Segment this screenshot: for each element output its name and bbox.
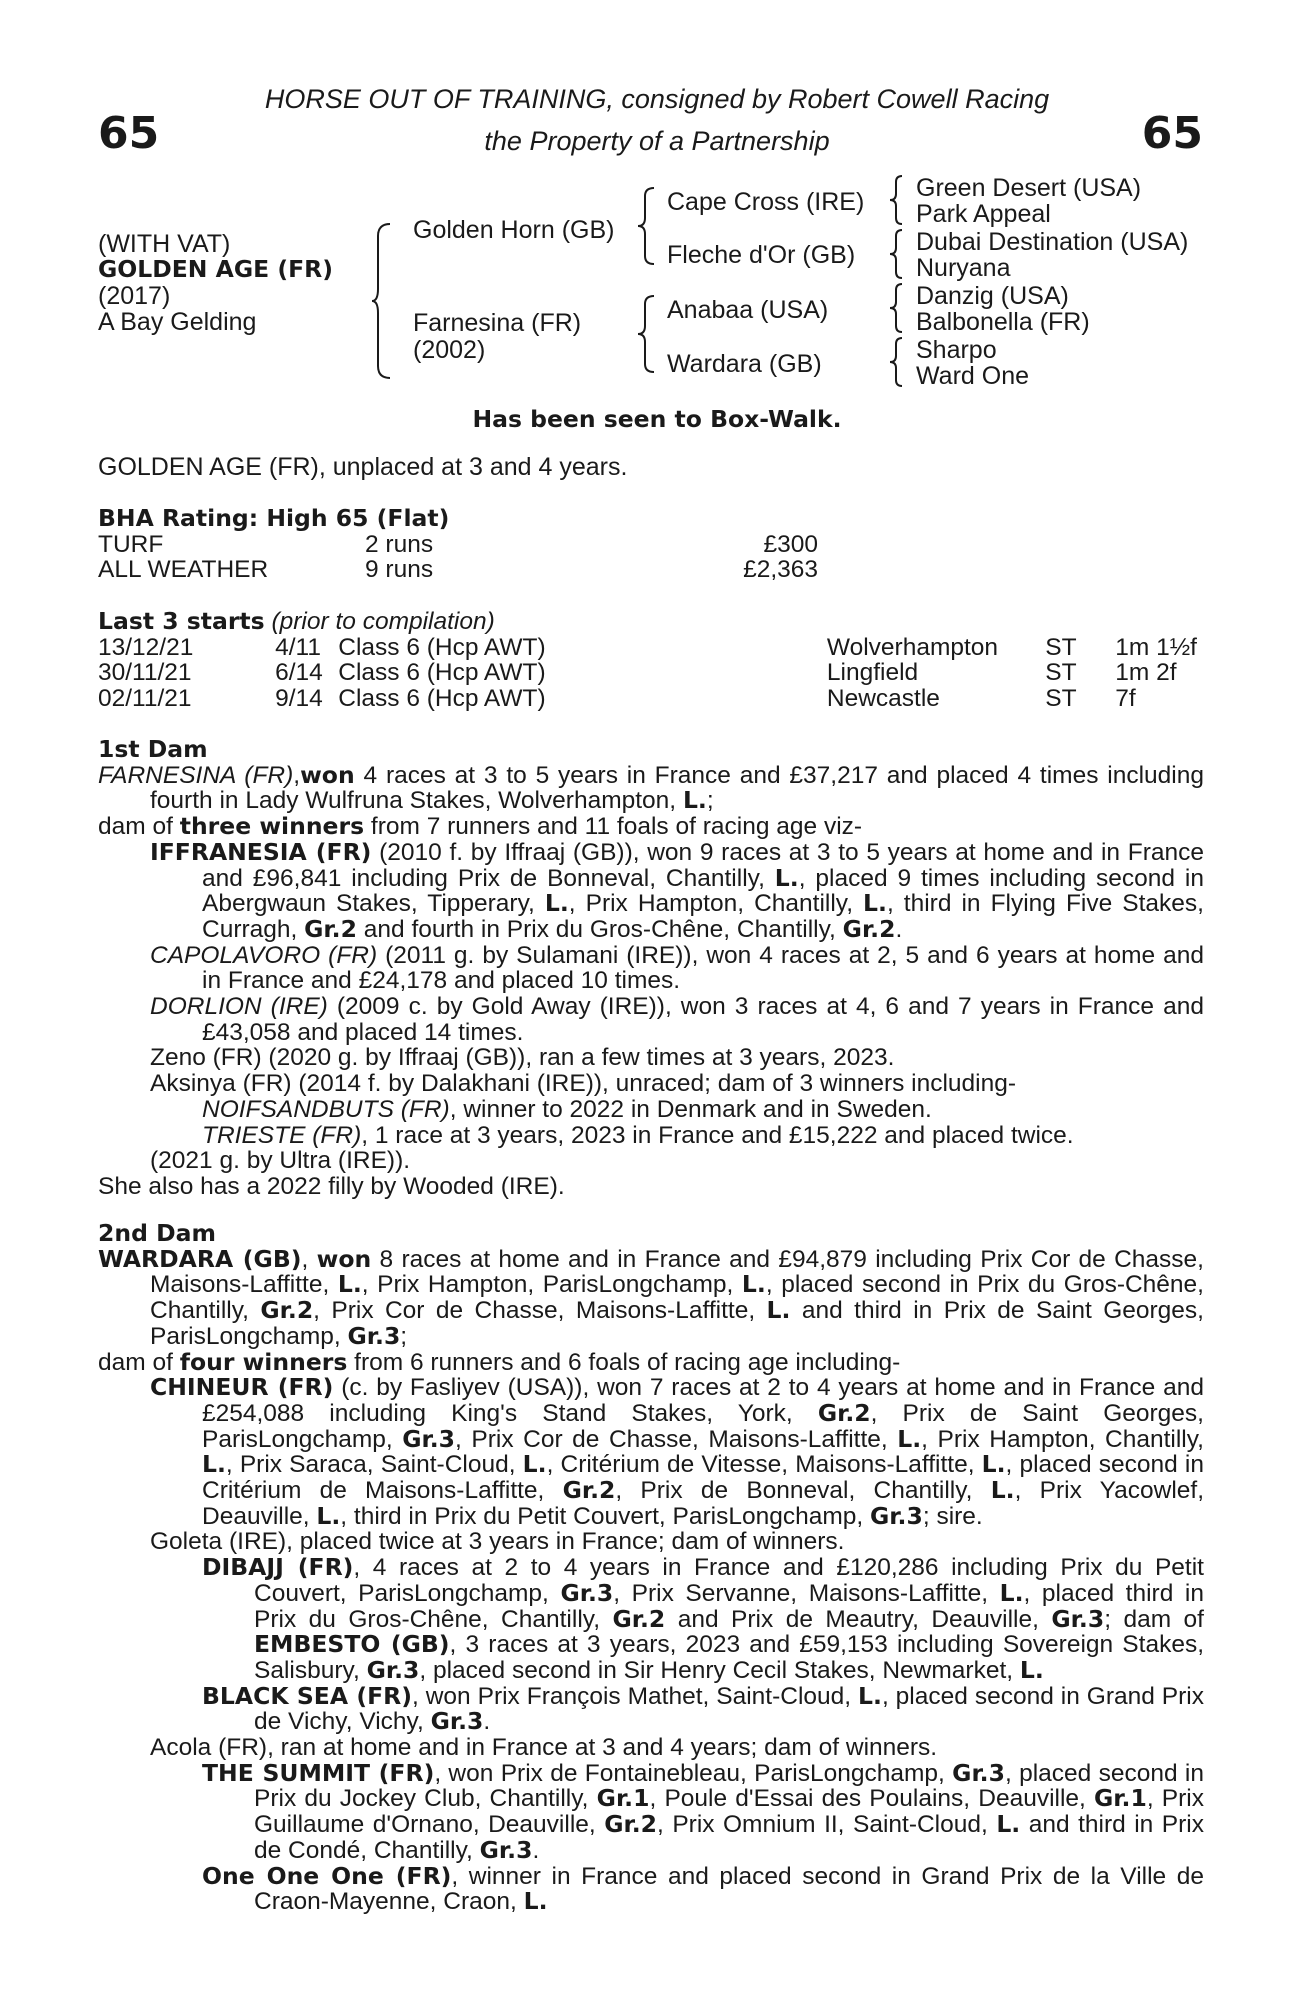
bold-text: L. xyxy=(1019,1655,1044,1684)
granddam-paternal: Fleche d'Or (GB) xyxy=(667,241,856,269)
produce-entry xyxy=(150,1529,1204,1555)
prize-money: £300 xyxy=(763,530,818,558)
start-dist: 1m 2f xyxy=(1115,659,1177,687)
text-run: , placed third in Prix du Gros-Chêne, Chantilly, xyxy=(254,1579,1204,1633)
produce-entry xyxy=(202,1097,1204,1123)
last-start-row xyxy=(98,660,1204,686)
race-summary: GOLDEN AGE (FR), unplaced at 3 and 4 years. xyxy=(98,453,628,481)
text-run: , placed second in Critérium de Maisons-Laffitte, xyxy=(202,1451,1204,1505)
ggp-2: Park Appeal xyxy=(916,200,1051,228)
text-run: , Prix Saraca, Saint-Cloud, xyxy=(225,1451,523,1479)
produce-entry xyxy=(98,1174,1204,1200)
text-run: dam of xyxy=(98,1348,180,1376)
ggp-7: Sharpo xyxy=(916,336,997,364)
granddam-maternal: Wardara (GB) xyxy=(667,350,822,378)
text-run: . xyxy=(532,1836,540,1864)
text-run: . xyxy=(895,915,903,943)
bold-text: won xyxy=(316,1244,372,1273)
start-course: Lingfield xyxy=(826,659,919,687)
bold-text: L. xyxy=(858,1681,882,1710)
text-run: , placed second in Prix du Jockey Club, Chantilly, xyxy=(254,1759,1204,1813)
bold-text: won xyxy=(300,760,355,789)
bold-text: L. xyxy=(981,1450,1006,1479)
second-dam-section xyxy=(98,1221,1204,1915)
bold-text: Gr.3 xyxy=(560,1578,614,1607)
start-dist: 7f xyxy=(1115,685,1136,713)
italic-text: DORLION (IRE) xyxy=(150,993,328,1021)
first-dam-body xyxy=(98,760,1204,1200)
bold-text: Gr.3 xyxy=(402,1424,456,1453)
first-dam-section xyxy=(98,737,1204,1200)
produce-entry xyxy=(202,1861,1204,1916)
text-run: , placed second in Prix du Gros-Chêne, Chantilly, xyxy=(150,1271,1204,1325)
bold-text: four winners xyxy=(179,1347,348,1376)
bold-text: Gr.3 xyxy=(479,1835,533,1864)
bold-text: three winners xyxy=(179,812,365,841)
bold-text: One One One (FR) xyxy=(202,1861,452,1890)
bha-row xyxy=(98,532,818,558)
pedigree-brace-ggp-3 xyxy=(888,282,904,334)
bha-table xyxy=(98,532,818,583)
second-dam-body xyxy=(98,1244,1204,1916)
bold-text: L. xyxy=(999,1578,1024,1607)
produce-entry xyxy=(150,837,1204,943)
bold-text: L. xyxy=(316,1501,341,1530)
text-run: , 3 races at 3 years, 2023 and £59,153 including Sovereign Stakes, Salisbury, xyxy=(254,1631,1204,1684)
bold-text: Gr.3 xyxy=(430,1707,484,1736)
last-starts-note: (prior to compilation) xyxy=(271,608,495,635)
produce-entry xyxy=(202,1555,1204,1684)
pedigree-brace-main xyxy=(370,222,392,380)
bold-text: Gr.2 xyxy=(304,914,357,943)
bold-text: Gr.2 xyxy=(612,1604,666,1633)
last-starts-heading: Last 3 starts xyxy=(98,607,265,635)
horse-name: GOLDEN AGE (FR) xyxy=(98,255,333,283)
start-date: 02/11/21 xyxy=(98,685,192,713)
text-run: , winner to 2022 in Denmark and in Sweden. xyxy=(449,1095,932,1123)
dam-name: Farnesina (FR) xyxy=(413,309,582,337)
bold-text: Gr.3 xyxy=(347,1321,401,1350)
bold-text: L. xyxy=(202,1450,226,1479)
produce-entry xyxy=(98,1347,1204,1376)
text-run: , Prix de Bonneval, Chantilly, xyxy=(615,1477,991,1505)
last-start-row xyxy=(98,686,1204,712)
text-run: ; sire. xyxy=(922,1502,983,1530)
text-run: Acola (FR), ran at home and in France at 3 and 4 years; dam of winners. xyxy=(150,1734,938,1762)
text-run: ; xyxy=(706,787,714,815)
text-run: , Prix Guillaume d'Ornano, Deauville, xyxy=(254,1785,1204,1839)
bha-rating-section xyxy=(98,506,1204,583)
bold-text: L. xyxy=(990,1476,1015,1505)
pedigree-brace-ggp-4 xyxy=(888,336,904,388)
bold-text: DIBAJJ (FR) xyxy=(202,1553,354,1582)
bold-text: Gr.2 xyxy=(562,1476,616,1505)
text-run: , Prix Cor de Chasse, Maisons-Laffitte, xyxy=(455,1425,898,1453)
bold-text: CHINEUR (FR) xyxy=(150,1373,334,1402)
text-run: and fourth in Prix du Gros-Chêne, Chantilly, xyxy=(356,915,843,943)
bold-text: Gr.3 xyxy=(952,1758,1005,1787)
pedigree-brace-sire xyxy=(636,186,656,266)
produce-entry xyxy=(202,1123,1204,1149)
text-run: dam of xyxy=(98,813,180,841)
box-walk-notice: Has been seen to Box-Walk. xyxy=(472,405,842,433)
text-run: , placed 9 times including second in Abergwaun Stakes, Tipperary, xyxy=(202,864,1204,918)
text-run: 8 races at home and in France and £94,879 including Prix Cor de Chasse, Maisons-Laffitte, xyxy=(150,1245,1204,1299)
text-run: Goleta (IRE), placed twice at 3 years in France; dam of winners. xyxy=(150,1528,845,1556)
text-run: and third in Prix de Saint Georges, ParisLongchamp, xyxy=(150,1297,1204,1350)
bold-text: Gr.1 xyxy=(1094,1784,1147,1813)
text-run: , won Prix de Fontainebleau, ParisLongchamp, xyxy=(434,1759,953,1787)
text-run: , Prix Hampton, Chantilly, xyxy=(568,890,864,918)
last-starts-table xyxy=(98,635,1204,712)
foaling-year: (2017) xyxy=(98,282,171,310)
produce-entry xyxy=(150,1148,1204,1174)
pedigree-brace-ggp-1 xyxy=(888,174,904,226)
run-count: 2 runs xyxy=(365,530,434,558)
text-run: and third in Prix de Condé, Chantilly, xyxy=(254,1811,1204,1864)
produce-entry xyxy=(150,1045,1204,1071)
text-run: (2009 c. by Gold Away (IRE)), won 3 races at 4, 6 and 7 years in France and £43,058 and placed 14 times. xyxy=(202,993,1204,1046)
text-run: , won Prix François Mathet, Saint-Cloud, xyxy=(411,1682,859,1710)
text-run: Aksinya (FR) (2014 f. by Dalakhani (IRE)), unraced; dam of 3 winners including- xyxy=(150,1070,1017,1098)
text-run: , Prix Cor de Chasse, Maisons-Laffitte, xyxy=(313,1297,767,1325)
start-going: ST xyxy=(1045,633,1077,661)
produce-entry xyxy=(150,1375,1204,1529)
bold-text: Gr.3 xyxy=(1051,1604,1105,1633)
text-run: , placed second in Grand Prix de Vichy, Vichy, xyxy=(254,1682,1204,1736)
start-dist: 1m 1½f xyxy=(1115,633,1197,661)
lot-number-right: 65 xyxy=(1141,108,1203,159)
bold-text: Gr.3 xyxy=(366,1655,420,1684)
start-race: Class 6 (Hcp AWT) xyxy=(338,633,546,661)
bha-row xyxy=(98,557,818,583)
second-dam-heading: 2nd Dam xyxy=(98,1219,216,1247)
bold-text: IFFRANESIA (FR) xyxy=(150,837,372,866)
bold-text: L. xyxy=(741,1270,766,1299)
produce-entry xyxy=(202,1758,1204,1864)
produce-entry xyxy=(98,814,1204,840)
text-run: (c. by Fasliyev (USA)), won 7 races at 2 to 4 years at home and in France and £254,088 including King's Stand Stakes, York, xyxy=(202,1374,1204,1427)
first-dam-heading: 1st Dam xyxy=(98,735,208,763)
text-run: , Prix Hampton, ParisLongchamp, xyxy=(361,1271,742,1299)
surface: TURF xyxy=(98,530,164,558)
start-date: 13/12/21 xyxy=(98,633,194,661)
horse-description: A Bay Gelding xyxy=(98,308,257,336)
bold-text: L. xyxy=(544,889,569,918)
text-run: , Poule d'Essai des Poulains, Deauville, xyxy=(649,1785,1095,1813)
text-run: . xyxy=(483,1708,491,1736)
text-run: , Critérium de Vitesse, Maisons-Laffitte, xyxy=(546,1451,982,1479)
bold-text: THE SUMMIT (FR) xyxy=(202,1758,435,1787)
text-run: , 4 races at 2 to 4 years in France and £120,286 including Prix du Petit Couvert, ParisLongchamp, xyxy=(254,1554,1204,1607)
text-run: , xyxy=(301,1245,317,1273)
text-run: , placed second in Sir Henry Cecil Stakes, Newmarket, xyxy=(419,1656,1020,1684)
prize-money: £2,363 xyxy=(743,556,818,584)
text-run: Zeno (FR) (2020 g. by Iffraaj (GB)), ran a few times at 3 years, 2023. xyxy=(150,1044,895,1072)
bold-text: L. xyxy=(766,1296,791,1325)
bold-text: L. xyxy=(996,1810,1021,1839)
bold-text: L. xyxy=(863,889,887,918)
text-run: from 7 runners and 11 foals of racing age viz- xyxy=(364,813,863,841)
consignor-line: HORSE OUT OF TRAINING, consigned by Robert Cowell Racing xyxy=(264,84,1050,114)
bold-text: Gr.3 xyxy=(870,1501,923,1530)
text-run: , 1 race at 3 years, 2023 in France and £15,222 and placed twice. xyxy=(361,1121,1074,1149)
last-starts-section xyxy=(98,609,1204,712)
text-run: , Prix Hampton, Chantilly, xyxy=(921,1425,1204,1453)
start-race: Class 6 (Hcp AWT) xyxy=(338,659,546,687)
start-course: Newcastle xyxy=(826,685,940,713)
grandsire-maternal: Anabaa (USA) xyxy=(667,296,829,324)
surface: ALL WEATHER xyxy=(98,556,269,584)
produce-entry xyxy=(150,1735,1204,1761)
lot-number-left: 65 xyxy=(98,108,160,159)
bold-text: L. xyxy=(774,863,799,892)
ggp-3: Dubai Destination (USA) xyxy=(916,228,1189,256)
start-going: ST xyxy=(1045,659,1077,687)
bold-text: Gr.2 xyxy=(842,914,896,943)
text-run: (2021 g. by Ultra (IRE)). xyxy=(150,1147,411,1175)
text-run: and Prix de Meautry, Deauville, xyxy=(665,1605,1052,1633)
italic-text: FARNESINA (FR) xyxy=(98,761,294,789)
bold-text: Gr.1 xyxy=(596,1784,650,1813)
grandsire-paternal: Cape Cross (IRE) xyxy=(667,188,865,216)
text-run: , Prix Omnium II, Saint-Cloud, xyxy=(657,1811,997,1839)
bold-text: BLACK SEA (FR) xyxy=(202,1681,412,1710)
start-going: ST xyxy=(1045,685,1077,713)
italic-text: NOIFSANDBUTS (FR) xyxy=(202,1095,450,1123)
start-pos: 9/14 xyxy=(275,685,323,713)
bold-text: Gr.2 xyxy=(817,1398,871,1427)
text-run: ; dam of xyxy=(1104,1605,1204,1633)
italic-text: TRIESTE (FR) xyxy=(202,1121,362,1149)
property-line: the Property of a Partnership xyxy=(484,126,830,156)
ggp-5: Danzig (USA) xyxy=(916,282,1069,310)
bold-text: EMBESTO (GB) xyxy=(254,1630,450,1659)
bold-text: WARDARA (GB) xyxy=(98,1244,302,1273)
bold-text: L. xyxy=(682,786,707,815)
ggp-1: Green Desert (USA) xyxy=(916,174,1142,202)
start-course: Wolverhampton xyxy=(826,633,999,661)
text-run: from 6 runners and 6 foals of racing age including- xyxy=(347,1348,901,1376)
bold-text: L. xyxy=(522,1450,547,1479)
text-run: 4 races at 3 to 5 years in France and £37,217 and placed 4 times including fourth in Lady Wulfruna Stakes, Wolverhampton, xyxy=(150,761,1204,815)
text-run: , third in Prix du Petit Couvert, ParisLongchamp, xyxy=(340,1502,871,1530)
text-run: ; xyxy=(400,1322,408,1350)
text-run: , winner in France and placed second in Grand Prix de la Ville de Craon-Mayenne, Craon, xyxy=(254,1862,1204,1916)
text-run: , xyxy=(293,761,301,789)
start-pos: 4/11 xyxy=(275,633,321,661)
bold-text: Gr.2 xyxy=(260,1296,314,1325)
produce-entry xyxy=(150,994,1204,1045)
produce-entry xyxy=(98,760,1204,815)
ggp-8: Ward One xyxy=(916,362,1030,390)
produce-entry xyxy=(150,943,1204,994)
ggp-4: Nuryana xyxy=(916,254,1011,282)
bold-text: Gr.2 xyxy=(604,1810,658,1839)
start-race: Class 6 (Hcp AWT) xyxy=(338,685,546,713)
ggp-6: Balbonella (FR) xyxy=(916,308,1090,336)
text-run: , third in Flying Five Stakes, Curragh, xyxy=(202,890,1204,943)
start-pos: 6/14 xyxy=(275,659,323,687)
run-count: 9 runs xyxy=(365,556,434,584)
bold-text: L. xyxy=(523,1887,548,1916)
produce-entry xyxy=(98,1244,1204,1350)
text-run: , Prix de Saint Georges, ParisLongchamp, xyxy=(202,1399,1204,1453)
sire-name: Golden Horn (GB) xyxy=(413,216,615,244)
text-run: , Prix Yacowlef, Deauville, xyxy=(202,1477,1204,1530)
produce-entry xyxy=(150,1071,1204,1097)
text-run: (2011 g. by Sulamani (IRE)), won 4 races at 2, 5 and 6 years at home and in France and £24,178 and placed 10 times. xyxy=(202,941,1204,995)
bold-text: L. xyxy=(897,1424,922,1453)
italic-text: CAPOLAVORO (FR) xyxy=(150,941,378,969)
produce-entry xyxy=(202,1681,1204,1736)
pedigree-brace-ggp-2 xyxy=(888,228,904,280)
pedigree-brace-dam xyxy=(636,294,656,374)
text-run: (2010 f. by Iffraaj (GB)), won 9 races at 3 to 5 years at home and in France and £96,841 including Prix de Bonneval, Chantilly, xyxy=(202,838,1204,892)
start-date: 30/11/21 xyxy=(98,659,192,687)
vat-label: (WITH VAT) xyxy=(98,230,231,258)
bold-text: L. xyxy=(337,1270,362,1299)
bha-heading: BHA Rating: High 65 (Flat) xyxy=(98,504,450,532)
text-run: She also has a 2022 filly by Wooded (IRE). xyxy=(98,1172,565,1200)
dam-year: (2002) xyxy=(413,336,486,364)
text-run: , Prix Servanne, Maisons-Laffitte, xyxy=(613,1579,1000,1607)
last-start-row xyxy=(98,635,1204,661)
